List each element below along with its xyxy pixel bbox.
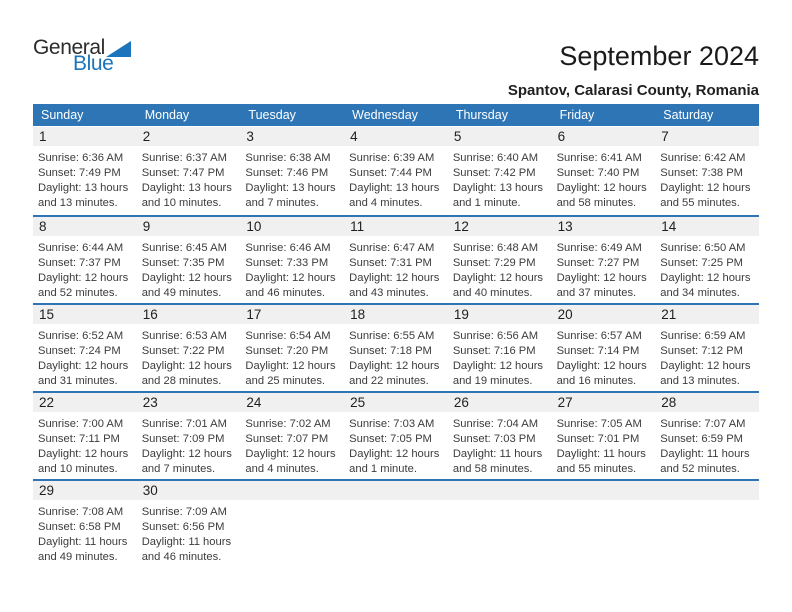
sunrise-line: Sunrise: 6:41 AM	[556, 152, 642, 164]
day-number: 16	[137, 305, 241, 324]
day-cell-12	[448, 217, 552, 303]
sunset-line: Sunset: 7:42 PM	[452, 167, 536, 179]
day-info	[33, 412, 137, 477]
day-info	[240, 236, 344, 301]
daylight-line: Daylight: 12 hours and 16 minutes.	[556, 360, 647, 387]
logo-text-general: General	[33, 36, 105, 59]
day-cell-15	[33, 305, 137, 391]
daylight-line: Daylight: 12 hours and 10 minutes.	[38, 448, 129, 475]
empty-day-cell	[344, 481, 448, 567]
sunrise-line: Sunrise: 7:04 AM	[452, 418, 539, 430]
day-info	[344, 146, 448, 211]
day-number: 19	[448, 305, 552, 324]
day-info	[655, 324, 759, 389]
sunset-line: Sunset: 7:33 PM	[245, 257, 329, 269]
daylight-line: Daylight: 13 hours and 1 minute.	[452, 182, 544, 209]
sunset-line: Sunset: 7:49 PM	[38, 167, 121, 179]
day-number: 28	[655, 393, 759, 412]
daylight-line: Daylight: 12 hours and 25 minutes.	[245, 360, 336, 387]
page-subtitle: Spantov, Calarasi County, Romania	[507, 82, 759, 99]
sunrise-line: Sunrise: 7:02 AM	[245, 418, 331, 430]
daylight-line: Daylight: 13 hours and 7 minutes.	[245, 182, 336, 209]
day-info	[552, 412, 656, 477]
sunrise-line: Sunrise: 6:52 AM	[38, 330, 124, 342]
day-number	[344, 481, 448, 500]
day-number	[448, 481, 552, 500]
daylight-line: Daylight: 11 hours and 55 minutes.	[556, 448, 646, 475]
sunrise-line: Sunrise: 6:36 AM	[38, 152, 124, 164]
sunrise-line: Sunrise: 6:57 AM	[556, 330, 642, 342]
daylight-line: Daylight: 12 hours and 43 minutes.	[349, 272, 440, 299]
sunrise-line: Sunrise: 7:09 AM	[141, 506, 227, 518]
day-number: 3	[240, 127, 344, 146]
day-info	[344, 236, 448, 301]
day-cell-3	[240, 127, 344, 215]
empty-day-cell	[655, 481, 759, 567]
day-cell-6	[552, 127, 656, 215]
sunset-line: Sunset: 7:20 PM	[245, 345, 329, 357]
sunset-line: Sunset: 7:27 PM	[556, 257, 640, 269]
day-number: 2	[137, 127, 241, 146]
sunset-line: Sunset: 7:03 PM	[452, 433, 536, 445]
sunrise-line: Sunrise: 6:40 AM	[452, 152, 539, 164]
day-cell-16	[137, 305, 241, 391]
day-number: 17	[240, 305, 344, 324]
sunrise-line: Sunrise: 6:49 AM	[556, 242, 642, 254]
day-cell-8	[33, 217, 137, 303]
day-info	[33, 500, 137, 565]
sunset-line: Sunset: 7:24 PM	[38, 345, 121, 357]
day-info	[137, 500, 241, 565]
general-blue-logo	[33, 37, 131, 74]
day-cell-25	[344, 393, 448, 479]
day-info	[240, 324, 344, 389]
sunset-line: Sunset: 7:14 PM	[556, 345, 640, 357]
sunset-line: Sunset: 7:38 PM	[660, 167, 743, 179]
sunset-line: Sunset: 7:16 PM	[452, 345, 536, 357]
daylight-line: Daylight: 12 hours and 34 minutes.	[660, 272, 751, 299]
sunset-line: Sunset: 7:35 PM	[141, 257, 225, 269]
day-cell-1	[33, 127, 137, 215]
weekday-header-thursday: Thursday	[455, 108, 508, 122]
weekday-header-wednesday: Wednesday	[352, 108, 418, 122]
sunset-line: Sunset: 7:44 PM	[349, 167, 432, 179]
sunset-line: Sunset: 7:18 PM	[349, 345, 432, 357]
sunset-line: Sunset: 7:25 PM	[660, 257, 743, 269]
day-info	[137, 324, 241, 389]
day-number	[552, 481, 656, 500]
daylight-line: Daylight: 12 hours and 37 minutes.	[556, 272, 647, 299]
day-info	[448, 412, 552, 477]
day-cell-7	[655, 127, 759, 215]
daylight-line: Daylight: 12 hours and 58 minutes.	[556, 182, 647, 209]
day-info	[448, 236, 552, 301]
daylight-line: Daylight: 11 hours and 49 minutes.	[38, 536, 128, 563]
sunrise-line: Sunrise: 6:55 AM	[349, 330, 435, 342]
daylight-line: Daylight: 12 hours and 55 minutes.	[660, 182, 751, 209]
sunset-line: Sunset: 6:59 PM	[660, 433, 743, 445]
daylight-line: Daylight: 11 hours and 52 minutes.	[660, 448, 750, 475]
sunrise-line: Sunrise: 7:08 AM	[38, 506, 124, 518]
sunrise-line: Sunrise: 6:48 AM	[452, 242, 539, 254]
week-row	[33, 303, 759, 391]
week-row	[33, 479, 759, 567]
day-number: 11	[344, 217, 448, 236]
day-cell-30	[137, 481, 241, 567]
day-number: 26	[448, 393, 552, 412]
day-cell-5	[448, 127, 552, 215]
day-info	[448, 324, 552, 389]
weekday-header-monday: Monday	[144, 108, 190, 122]
sunrise-line: Sunrise: 6:53 AM	[141, 330, 227, 342]
daylight-line: Daylight: 12 hours and 40 minutes.	[452, 272, 544, 299]
day-cell-4	[344, 127, 448, 215]
empty-day-cell	[552, 481, 656, 567]
day-cell-11	[344, 217, 448, 303]
daylight-line: Daylight: 12 hours and 31 minutes.	[38, 360, 129, 387]
day-number: 24	[240, 393, 344, 412]
day-number: 9	[137, 217, 241, 236]
day-number: 10	[240, 217, 344, 236]
day-info	[344, 500, 448, 505]
daylight-line: Daylight: 11 hours and 46 minutes.	[141, 536, 232, 563]
day-number: 25	[344, 393, 448, 412]
weekday-header-row	[33, 104, 759, 126]
day-cell-26	[448, 393, 552, 479]
sunrise-line: Sunrise: 6:59 AM	[660, 330, 746, 342]
sunset-line: Sunset: 7:11 PM	[38, 433, 120, 445]
day-number: 12	[448, 217, 552, 236]
day-info	[552, 146, 656, 211]
sunrise-line: Sunrise: 6:50 AM	[660, 242, 746, 254]
daylight-line: Daylight: 12 hours and 28 minutes.	[141, 360, 232, 387]
day-cell-14	[655, 217, 759, 303]
sunset-line: Sunset: 6:58 PM	[38, 521, 121, 533]
day-cell-20	[552, 305, 656, 391]
sunset-line: Sunset: 7:40 PM	[556, 167, 640, 179]
daylight-line: Daylight: 12 hours and 13 minutes.	[660, 360, 751, 387]
day-info	[552, 324, 656, 389]
weekday-header-sunday: Sunday	[41, 108, 84, 122]
sunrise-line: Sunrise: 7:00 AM	[38, 418, 124, 430]
sunrise-line: Sunrise: 7:05 AM	[556, 418, 642, 430]
daylight-line: Daylight: 12 hours and 19 minutes.	[452, 360, 544, 387]
logo-text-blue: Blue	[73, 52, 114, 75]
day-info	[240, 146, 344, 211]
day-cell-21	[655, 305, 759, 391]
sunrise-line: Sunrise: 6:38 AM	[245, 152, 331, 164]
daylight-line: Daylight: 12 hours and 4 minutes.	[245, 448, 336, 475]
day-info	[655, 412, 759, 477]
sunrise-line: Sunrise: 6:56 AM	[452, 330, 539, 342]
empty-day-cell	[448, 481, 552, 567]
day-number: 7	[655, 127, 759, 146]
day-cell-19	[448, 305, 552, 391]
day-cell-27	[552, 393, 656, 479]
day-info	[448, 146, 552, 211]
daylight-line: Daylight: 12 hours and 22 minutes.	[349, 360, 440, 387]
sunrise-line: Sunrise: 6:54 AM	[245, 330, 331, 342]
day-info	[240, 500, 344, 505]
sunrise-line: Sunrise: 6:47 AM	[349, 242, 435, 254]
day-cell-2	[137, 127, 241, 215]
sunset-line: Sunset: 7:29 PM	[452, 257, 536, 269]
day-cell-24	[240, 393, 344, 479]
weekday-header-tuesday: Tuesday	[248, 108, 296, 122]
day-number: 14	[655, 217, 759, 236]
page-title: September 2024	[559, 41, 759, 71]
day-number: 15	[33, 305, 137, 324]
sunset-line: Sunset: 7:01 PM	[556, 433, 640, 445]
day-number: 27	[552, 393, 656, 412]
day-info	[33, 236, 137, 301]
sunset-line: Sunset: 7:47 PM	[141, 167, 225, 179]
sunrise-line: Sunrise: 7:07 AM	[660, 418, 746, 430]
sunrise-line: Sunrise: 6:39 AM	[349, 152, 435, 164]
day-info	[344, 324, 448, 389]
day-info	[240, 412, 344, 477]
daylight-line: Daylight: 13 hours and 13 minutes.	[38, 182, 129, 209]
day-number	[655, 481, 759, 500]
day-cell-18	[344, 305, 448, 391]
sunset-line: Sunset: 7:12 PM	[660, 345, 743, 357]
day-cell-9	[137, 217, 241, 303]
sunrise-line: Sunrise: 7:03 AM	[349, 418, 435, 430]
week-row	[33, 391, 759, 479]
day-number: 13	[552, 217, 656, 236]
day-info	[552, 236, 656, 301]
day-cell-28	[655, 393, 759, 479]
sunrise-line: Sunrise: 6:44 AM	[38, 242, 124, 254]
day-number: 22	[33, 393, 137, 412]
day-info	[448, 500, 552, 505]
day-info	[344, 412, 448, 477]
daylight-line: Daylight: 13 hours and 4 minutes.	[349, 182, 440, 209]
sunset-line: Sunset: 7:09 PM	[141, 433, 225, 445]
calendar-weeks	[33, 127, 759, 567]
day-number: 8	[33, 217, 137, 236]
sunrise-line: Sunrise: 6:37 AM	[141, 152, 227, 164]
sunrise-line: Sunrise: 6:46 AM	[245, 242, 331, 254]
day-number: 20	[552, 305, 656, 324]
day-cell-22	[33, 393, 137, 479]
daylight-line: Daylight: 12 hours and 1 minute.	[349, 448, 440, 475]
week-row	[33, 215, 759, 303]
daylight-line: Daylight: 13 hours and 10 minutes.	[141, 182, 232, 209]
day-number: 6	[552, 127, 656, 146]
day-info	[137, 236, 241, 301]
daylight-line: Daylight: 12 hours and 52 minutes.	[38, 272, 129, 299]
day-number: 5	[448, 127, 552, 146]
sunset-line: Sunset: 7:37 PM	[38, 257, 121, 269]
sunrise-line: Sunrise: 6:45 AM	[141, 242, 227, 254]
daylight-line: Daylight: 12 hours and 49 minutes.	[141, 272, 232, 299]
sunset-line: Sunset: 7:46 PM	[245, 167, 329, 179]
day-info	[655, 500, 759, 505]
day-number: 1	[33, 127, 137, 146]
day-info	[552, 500, 656, 505]
daylight-line: Daylight: 11 hours and 58 minutes.	[452, 448, 543, 475]
title-block	[508, 41, 759, 99]
daylight-line: Daylight: 12 hours and 46 minutes.	[245, 272, 336, 299]
weekday-header-friday: Friday	[559, 108, 595, 122]
daylight-line: Daylight: 12 hours and 7 minutes.	[141, 448, 232, 475]
week-row	[33, 127, 759, 215]
day-number: 29	[33, 481, 137, 500]
day-cell-23	[137, 393, 241, 479]
sunset-line: Sunset: 7:22 PM	[141, 345, 225, 357]
day-number: 18	[344, 305, 448, 324]
day-info	[655, 236, 759, 301]
day-number: 21	[655, 305, 759, 324]
day-info	[655, 146, 759, 211]
calendar-table	[33, 104, 759, 567]
day-cell-17	[240, 305, 344, 391]
sunrise-line: Sunrise: 7:01 AM	[141, 418, 227, 430]
day-number: 4	[344, 127, 448, 146]
day-number: 23	[137, 393, 241, 412]
day-cell-29	[33, 481, 137, 567]
empty-day-cell	[240, 481, 344, 567]
sunset-line: Sunset: 7:05 PM	[349, 433, 432, 445]
weekday-header-saturday: Saturday	[663, 108, 714, 122]
day-info	[33, 146, 137, 211]
day-info	[137, 412, 241, 477]
sunrise-line: Sunrise: 6:42 AM	[660, 152, 746, 164]
day-number	[240, 481, 344, 500]
day-cell-13	[552, 217, 656, 303]
sunset-line: Sunset: 7:31 PM	[349, 257, 432, 269]
sunset-line: Sunset: 6:56 PM	[141, 521, 225, 533]
day-info	[137, 146, 241, 211]
day-cell-10	[240, 217, 344, 303]
sunset-line: Sunset: 7:07 PM	[245, 433, 329, 445]
day-number: 30	[137, 481, 241, 500]
day-info	[33, 324, 137, 389]
